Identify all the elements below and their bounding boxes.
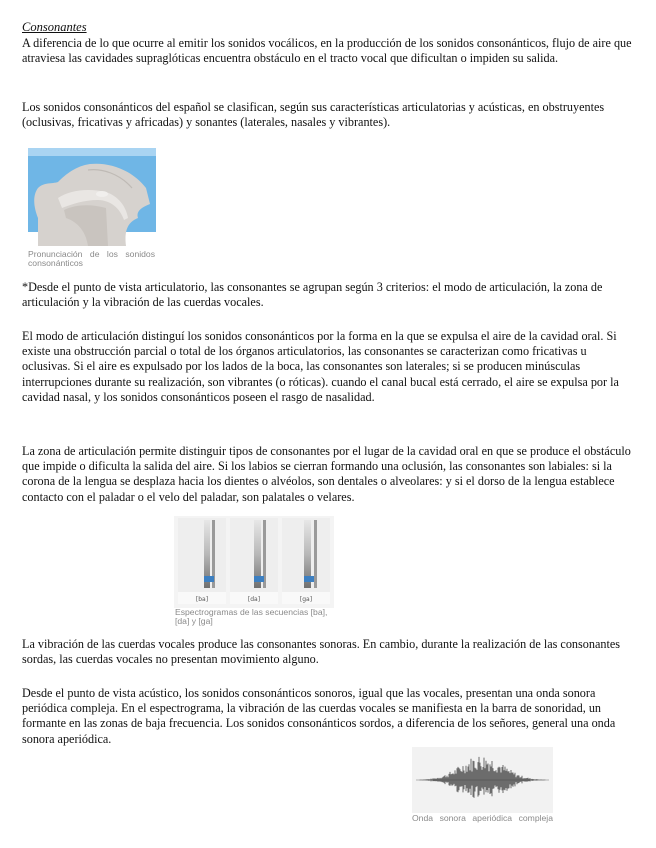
waveform-figure bbox=[412, 747, 553, 813]
spectrogram-label-ga: [ga] bbox=[299, 596, 313, 603]
paragraph-intro: A diferencia de lo que ocurre al emitir los sonidos vocálicos, en la producción de los sonidos consonánticos, flujo de aire que atraviesa las cavidades supraglóticas encuentra obstáculo en el tracto vocal que dificultan o impiden su salida. bbox=[22, 36, 632, 66]
paragraph-articulatory-criteria: *Desde el punto de vista articulatorio, las consonantes se agrupan según 3 criterios: el modo de articulación, la zona de articulación y la vibración de las cuerdas vocales. bbox=[22, 280, 603, 310]
paragraph-mode-of-articulation: El modo de articulación distinguí los sonidos consonánticos por la forma en la que se expulsa el aire de la cavidad oral. Si existe una obstrucción parcial o total de los órganos articulatorios, las consonantes se caracterizan como fricativas u oclusivas. Si el aire es expulsado por los lados de la boca, las consonantes son laterales; si se producen minúsculas interrupciones durante su realización, son vibrantes (o róticas). cuando el canal bucal está cerrado, el aire se expulsa por la cavidad nasal, y los sonidos consonánticos poseen el rasgo de nasalidad. bbox=[22, 329, 619, 404]
page-title: Consonantes bbox=[22, 20, 87, 34]
spectrogram-caption: Espectrogramas de las secuencias [ba], [da] y [ga] bbox=[175, 607, 328, 627]
spectrogram-label-da: [da] bbox=[247, 596, 261, 603]
articulation-caption: Pronunciación de los sonidos consonánticos bbox=[28, 249, 155, 269]
spectrogram-figure bbox=[174, 516, 334, 608]
paragraph-vocal-cord-vibration: La vibración de las cuerdas vocales produce las consonantes sonoras. En cambio, durante la realización de las consonantes sordas, las cuerdas vocales no presentan movimiento alguno. bbox=[22, 637, 620, 667]
spectrogram-label-ba: [ba] bbox=[195, 596, 209, 603]
waveform-caption: Onda sonora aperiódica compleja bbox=[412, 813, 553, 823]
paragraph-zone-of-articulation: La zona de articulación permite distinguir tipos de consonantes por el lugar de la cavidad oral en que se produce el obstáculo que impide o dificulta la salida del aire. Si los labios se cierran formando una oclusión, las consonantes son labiales: si la corona de la lengua se desplaza hacia los dientes o alvéolos, son dentales o alveolares: y si el dorso de la lengua establece contacto con el paladar o el velo del paladar, son palatales o velares. bbox=[22, 444, 631, 504]
paragraph-classification: Los sonidos consonánticos del español se clasifican, según sus características articulatorias y acústicas, en obstruyentes (oclusivas, fricativas y africadas) y sonantes (laterales, nasales y vibrantes). bbox=[22, 100, 605, 130]
paragraph-acoustic-view: Desde el punto de vista acústico, los sonidos consonánticos sonoros, igual que las vocales, presentan una onda sonora periódica compleja. En el espectrograma, la vibración de las cuerdas vocales se manifiesta en la barra de sonoridad, un formante en las zonas de baja frecuencia. Los sonidos consonánticos sordos, a diferencia de los señores, general una onda sonora aperiódica. bbox=[22, 686, 616, 746]
articulation-figure bbox=[28, 148, 156, 246]
